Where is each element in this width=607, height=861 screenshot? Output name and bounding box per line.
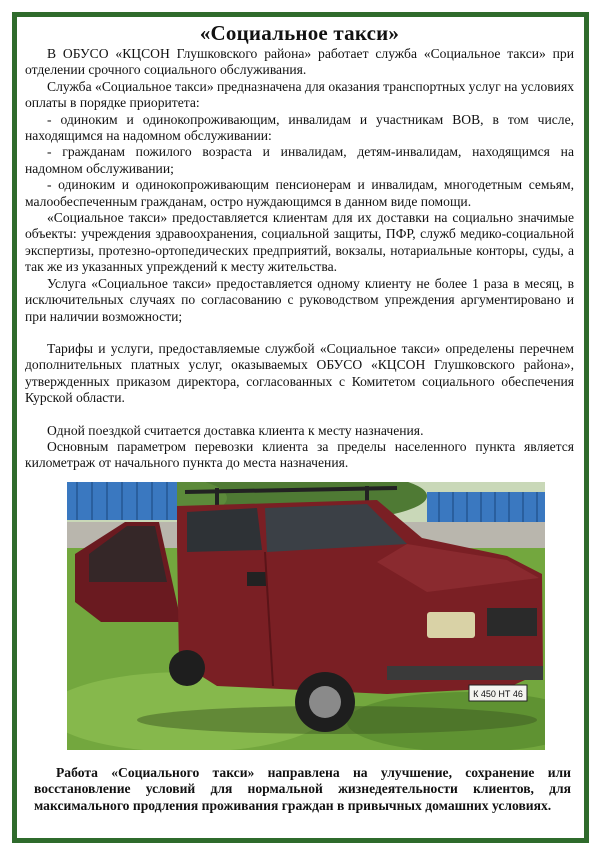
paragraph-mileage: Основным параметром перевозки клиента за пределы населенного пункта является километраж от начального пункта до места назначения. xyxy=(25,438,574,471)
footer-note: Работа «Социального такси» направлена на улучшение, сохранение или восстановление условий для нормальной жизнедеятельности клиентов, для максимального продления проживания граждан в привычных домашних условиях. xyxy=(34,765,571,813)
paragraph-destinations: «Социальное такси» предоставляется клиентам для их доставки на социально значимые объекты: учреждения здравоохранения, социальной защиты, ПФР, служб медико-социальной экспертизы, протезно-ортопедических предприятий, вокзалы, нотариальные конторы, суды, а так же из указанных упреждений к месту жительства. xyxy=(25,210,574,275)
paragraph-purpose: Служба «Социальное такси» предназначена для оказания транспортных услуг на условиях оплаты в порядке приоритета: xyxy=(25,78,574,111)
list-item: - одиноким и одинокопроживающим, инвалидам и участникам ВОВ, в том числе, находящимся на надомном обслуживании: xyxy=(25,111,574,144)
content xyxy=(25,20,574,472)
page-title: «Социальное такси» xyxy=(199,21,400,45)
list-item: - гражданам пожилого возраста и инвалидам, детям-инвалидам, находящимся на надомном обслуживании; xyxy=(25,144,574,176)
paragraph-tariffs: Тарифы и услуги, предоставляемые службой «Социальное такси» определены перечнем дополнительных платных услуг, оказываемых ОБУСО «КЦСОН Глушковского района», утвержденных приказом директора, согласованных с Комитетом социального обеспечения Курской области. xyxy=(25,340,574,406)
page-frame xyxy=(12,12,589,843)
paragraph-intro: В ОБУСО «КЦСОН Глушковского района» работает служба «Социальное такси» при отделении срочного социального обслуживания. xyxy=(25,46,574,78)
paragraph-trip: Одной поездкой считается доставка клиента к месту назначения. xyxy=(47,422,424,438)
paragraph-frequency: Услуга «Социальное такси» предоставляется одному клиенту не более 1 раза в месяц, в исключительных случаях по согласованию с руководством упреждения аргументировано и при наличии возможности; xyxy=(25,275,574,324)
license-plate-text: К 450 НТ 46 xyxy=(473,689,523,699)
list-item: - одиноким и одинокопроживающим пенсионерам и инвалидам, многодетным семьям, малообеспеченным гражданам, остро нуждающимся в данном виде помощи. xyxy=(25,177,574,209)
car-photo xyxy=(67,482,545,750)
